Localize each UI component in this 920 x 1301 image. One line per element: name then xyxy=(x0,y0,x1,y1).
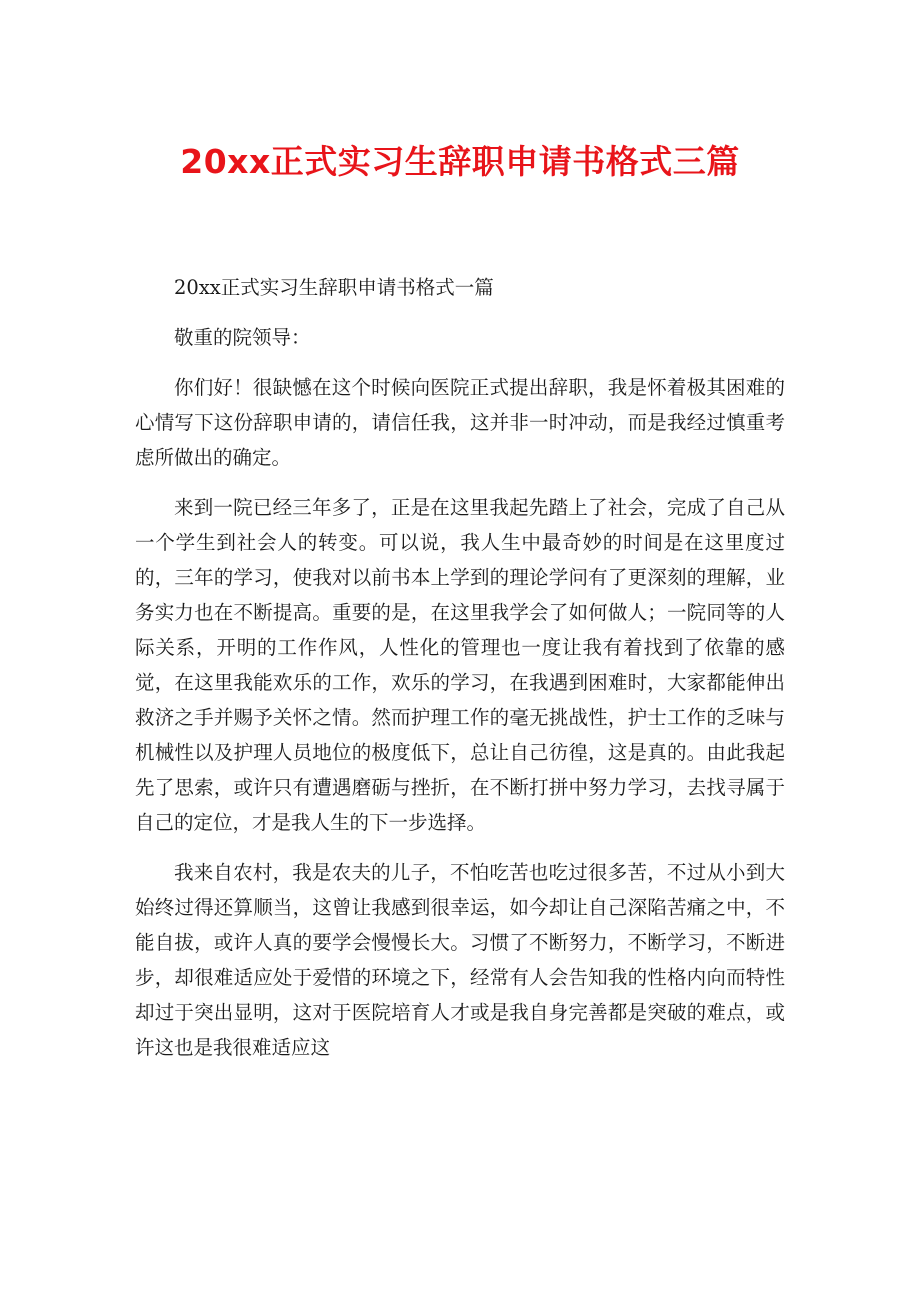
paragraph-3: 我来自农村，我是农夫的儿子，不怕吃苦也吃过很多苦，不过从小到大始终过得还算顺当，这曾让我感到很幸运，如今却让自己深陷苦痛之中，不能自拔，或许人真的要学会慢慢长大。习惯了不断努力，不断学习，不断进步，却很难适应处于爱惜的环境之下，经常有人会告知我的性格内向而特性却过于突出显明，这对于医院培育人才或是我自身完善都是突破的难点，或许这也是我很难适应这 xyxy=(135,861,785,1059)
paragraph-1: 你们好！很缺憾在这个时候向医院正式提出辞职，我是怀着极其困难的心情写下这份辞职申请的，请信任我，这并非一时冲动，而是我经过慎重考虑所做出的确定。 xyxy=(135,376,785,469)
document-title: 20xx正式实习生辞职申请书格式三篇 xyxy=(180,142,740,181)
salutation: 敬重的院领导： xyxy=(174,326,311,349)
section-heading: 20xx正式实习生辞职申请书格式一篇 xyxy=(174,276,494,299)
paragraph-2: 来到一院已经三年多了，正是在这里我起先踏上了社会，完成了自己从一个学生到社会人的转变。可以说，我人生中最奇妙的时间是在这里度过的，三年的学习，使我对以前书本上学到的理论学问有了更深刻的理解，业务实力也在不断提高。重要的是，在这里我学会了如何做人；一院同等的人际关系，开明的工作作风，人性化的管理也一度让我有着找到了依靠的感觉，在这里我能欢乐的工作，欢乐的学习，在我遇到困难时，大家都能伸出救济之手并赐予关怀之情。然而护理工作的毫无挑战性，护士工作的乏味与机械性以及护理人员地位的极度低下，总让自己彷徨，这是真的。由此我起先了思索，或许只有遭遇磨砺与挫折，在不断打拼中努力学习，去找寻属于自己的定位，才是我人生的下一步选择。 xyxy=(135,496,785,834)
document-body xyxy=(135,270,785,1080)
